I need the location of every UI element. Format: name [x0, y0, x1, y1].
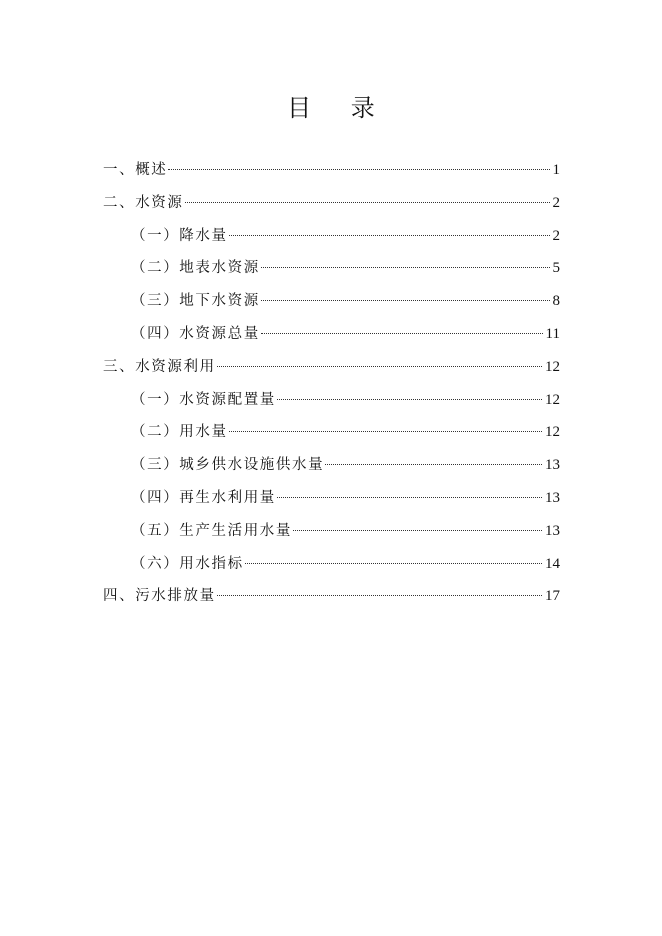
toc-page-number: 17 — [545, 588, 560, 605]
toc-page-number: 12 — [545, 391, 560, 408]
toc-subentry[interactable] — [103, 289, 560, 322]
dot-leader — [168, 169, 549, 170]
toc-subentry[interactable] — [103, 519, 560, 552]
toc-page-number: 2 — [552, 194, 560, 211]
toc-entry-label: （一）降水量 — [131, 227, 228, 244]
dot-leader — [217, 366, 542, 367]
dot-leader — [261, 300, 550, 301]
dot-leader — [277, 399, 542, 400]
dot-leader — [217, 595, 542, 596]
toc-entry-label: （五）生产生活用水量 — [131, 522, 292, 539]
dot-leader — [229, 235, 550, 236]
toc-entry-label: 一、概述 — [103, 162, 168, 178]
toc-entry-label: （二）用水量 — [131, 424, 228, 441]
toc-page-number: 8 — [552, 293, 560, 310]
toc-page-number: 13 — [545, 457, 560, 474]
toc-page-number: 13 — [545, 522, 560, 539]
toc-entry-label: （六）用水指标 — [131, 555, 244, 572]
toc-page-number: 1 — [552, 162, 560, 178]
toc-subentry[interactable] — [103, 224, 560, 257]
toc-entry-label: （四）水资源总量 — [131, 325, 260, 342]
toc-subentry[interactable] — [103, 256, 560, 289]
toc-page-number: 13 — [545, 489, 560, 506]
toc-subentry[interactable] — [103, 552, 560, 585]
toc-subentry[interactable] — [103, 388, 560, 421]
toc-subentry[interactable] — [103, 453, 560, 486]
dot-leader — [325, 464, 542, 465]
toc-entry-label: （四）再生水利用量 — [131, 489, 276, 506]
toc-entry-label: 三、水资源利用 — [103, 358, 216, 375]
dot-leader — [277, 497, 542, 498]
toc-page-number: 11 — [545, 325, 560, 342]
dot-leader — [293, 530, 542, 531]
dot-leader — [261, 267, 550, 268]
toc-entry-label: 四、污水排放量 — [103, 588, 216, 605]
dot-leader — [185, 202, 550, 203]
toc-entry-label: （三）城乡供水设施供水量 — [131, 457, 325, 474]
toc-entry-label: （一）水资源配置量 — [131, 391, 276, 408]
table-of-contents — [103, 158, 560, 617]
toc-entry-label: 二、水资源 — [103, 194, 184, 211]
toc-entry[interactable] — [103, 584, 560, 617]
toc-page-number: 5 — [552, 260, 560, 277]
toc-entry[interactable] — [103, 191, 560, 224]
dot-leader — [245, 563, 542, 564]
dot-leader — [229, 431, 542, 432]
page-title: 目 录 — [287, 94, 391, 122]
toc-entry-label: （三）地下水资源 — [131, 293, 260, 310]
toc-page-number: 2 — [552, 227, 560, 244]
toc-entry-label: （二）地表水资源 — [131, 260, 260, 277]
toc-subentry[interactable] — [103, 322, 560, 355]
toc-page-number: 14 — [545, 555, 560, 572]
toc-page-number: 12 — [545, 424, 560, 441]
toc-page-number: 12 — [545, 358, 560, 375]
toc-entry[interactable] — [103, 158, 560, 191]
toc-entry[interactable] — [103, 355, 560, 388]
dot-leader — [261, 333, 543, 334]
toc-subentry[interactable] — [103, 420, 560, 453]
toc-subentry[interactable] — [103, 486, 560, 519]
